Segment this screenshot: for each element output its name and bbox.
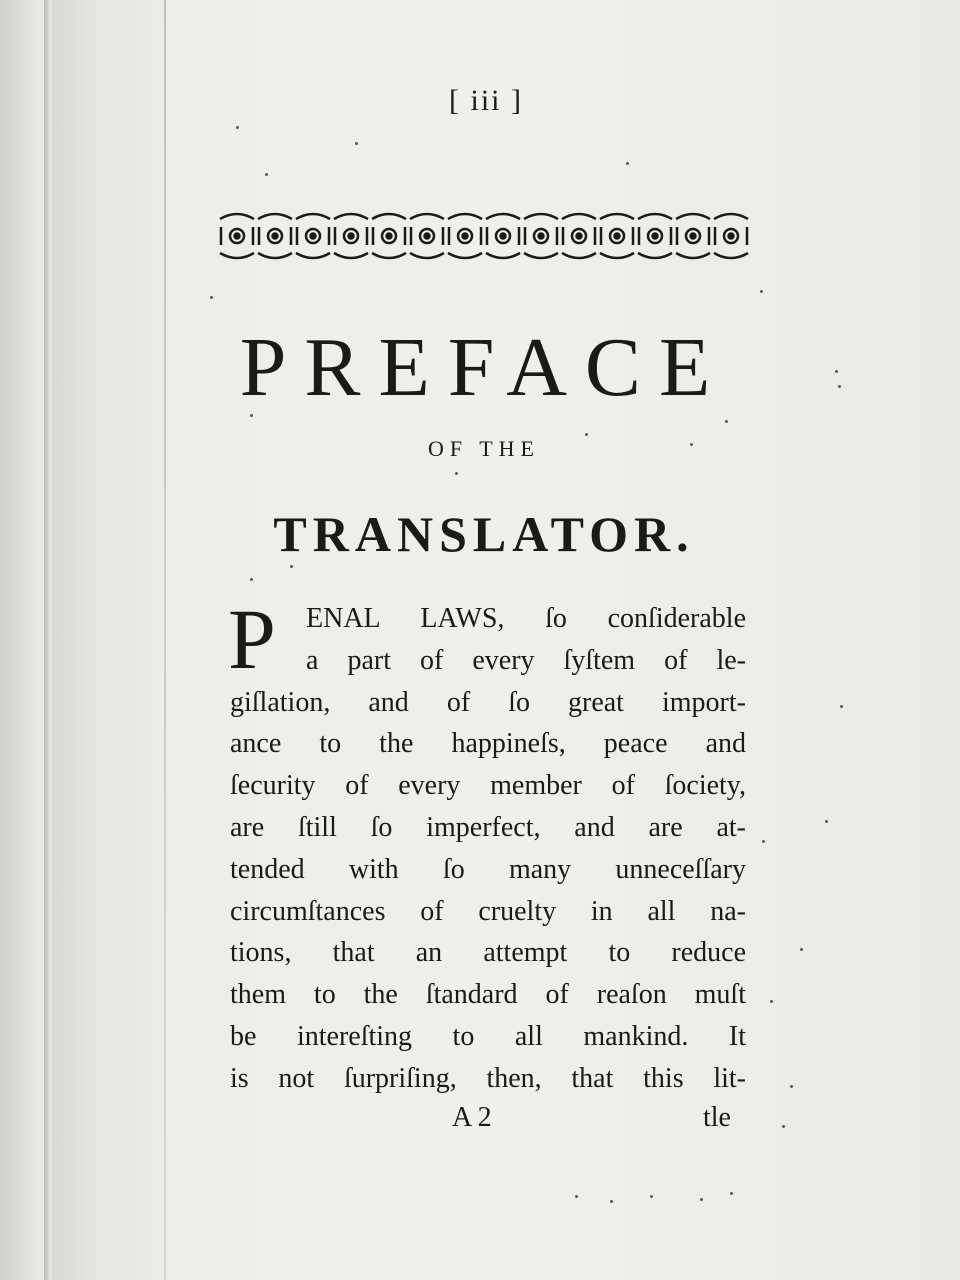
page-title-translator: TRANSLATOR. xyxy=(273,506,695,562)
ink-speck xyxy=(838,385,841,388)
text-line: ſecurity of every member of ſociety, xyxy=(230,770,746,802)
ink-speck xyxy=(790,1085,793,1088)
gutter-shadow xyxy=(52,0,172,1280)
drop-capital: P xyxy=(228,591,276,687)
text-line: giſlation, and of ſo great import- xyxy=(230,686,746,718)
ink-speck xyxy=(700,1198,703,1201)
page-number-header: [ iii ] xyxy=(449,84,523,117)
ink-speck xyxy=(690,443,693,446)
text-line: them to the ſtandard of reaſon muſt xyxy=(230,979,746,1011)
ink-speck xyxy=(800,948,803,951)
ink-speck xyxy=(236,126,239,129)
ink-speck xyxy=(575,1195,578,1198)
ink-speck xyxy=(265,173,268,176)
ink-speck xyxy=(730,1192,733,1195)
ink-speck xyxy=(762,840,765,843)
ink-speck xyxy=(455,472,458,475)
ink-speck xyxy=(626,162,629,165)
ink-speck xyxy=(610,1200,613,1203)
catchword: tle xyxy=(703,1102,731,1133)
ink-speck xyxy=(650,1195,653,1198)
ink-speck xyxy=(725,420,728,423)
text-line: tended with ſo many unneceſſary xyxy=(230,853,746,885)
text-line: circumſtances of cruelty in all na- xyxy=(230,895,746,927)
text-line: is not ſurpriſing, then, that this lit- xyxy=(230,1062,746,1094)
floral-ornament-icon xyxy=(218,207,750,265)
ink-speck xyxy=(770,1000,773,1003)
ink-speck xyxy=(290,565,293,568)
text-line: are ſtill ſo imperfect, and are at- xyxy=(230,811,746,843)
ink-speck xyxy=(825,820,828,823)
ink-speck xyxy=(585,433,588,436)
book-gutter xyxy=(44,0,52,1280)
ink-speck xyxy=(835,370,838,373)
page-subtitle: OF THE xyxy=(428,436,540,461)
page-title: PREFACE xyxy=(239,321,729,414)
text-line: ance to the happineſs, peace and xyxy=(230,728,746,760)
text-line: ENAL LAWS, ſo conſiderable xyxy=(306,603,746,634)
ink-speck xyxy=(760,290,763,293)
text-line: be intereſting to all mankind. It xyxy=(230,1020,746,1052)
body-paragraph xyxy=(228,591,746,1100)
ink-speck xyxy=(210,296,213,299)
ink-speck xyxy=(840,705,843,708)
signature-mark: A 2 xyxy=(452,1102,492,1133)
ink-speck xyxy=(250,578,253,581)
ink-speck xyxy=(355,142,358,145)
page-edge-line xyxy=(164,0,166,1280)
text-line: a part of every ſyſtem of le- xyxy=(306,644,746,676)
text-line: tions, that an attempt to reduce xyxy=(230,937,746,969)
ink-speck xyxy=(250,414,253,417)
ink-speck xyxy=(782,1125,785,1128)
